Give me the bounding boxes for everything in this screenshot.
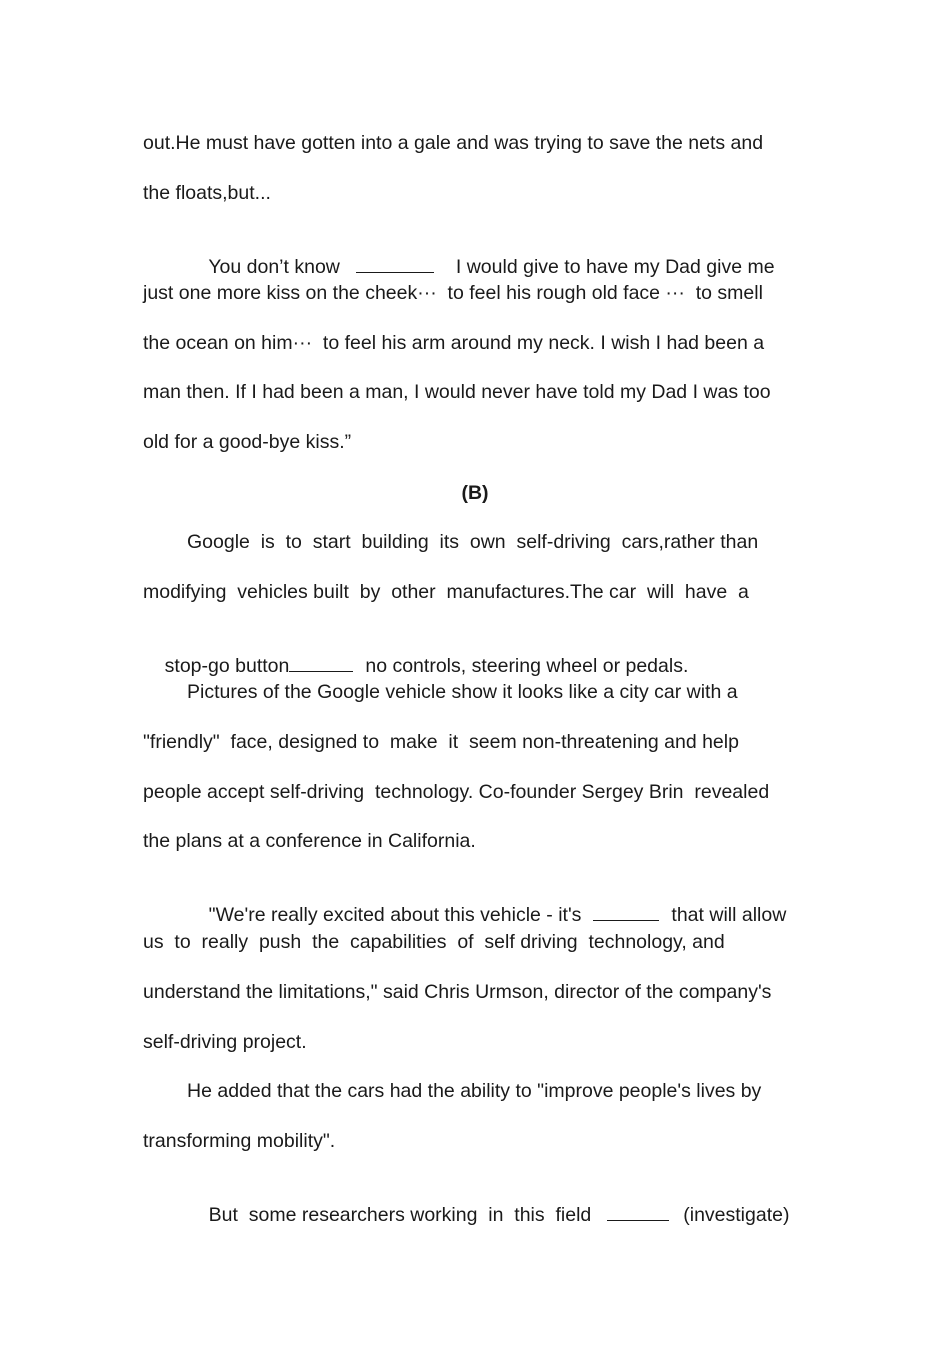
text-segment: no controls, steering wheel or pedals. <box>365 655 689 677</box>
text-line: self-driving project. <box>143 1031 307 1053</box>
text-line: out.He must have gotten into a gale and was trying to save the nets and <box>143 132 764 154</box>
text-line: Pictures of the Google vehicle show it looks like a city car with a <box>187 681 738 703</box>
text-line: modifying vehicles built by other manufactures.The car will have a <box>143 581 749 603</box>
text-line: transforming mobility". <box>143 1130 336 1152</box>
answer-blank[interactable] <box>356 256 434 273</box>
text-segment: I would give to have my Dad give me <box>455 256 775 278</box>
section-heading: (B) <box>461 482 489 504</box>
text-line: He added that the cars had the ability to "improve people's lives by <box>187 1080 762 1102</box>
text-line: the ocean on him··· to feel his arm around my neck. I wish I had been a <box>143 332 765 354</box>
text-line: just one more kiss on the cheek··· to feel his rough old face ··· to smell <box>143 282 763 304</box>
text-line <box>187 1179 789 1251</box>
answer-blank[interactable] <box>593 904 659 921</box>
text-line: understand the limitations," said Chris Urmson, director of the company's <box>143 981 772 1003</box>
text-line: the floats,but... <box>143 182 271 204</box>
text-line: people accept self-driving technology. Co-founder Sergey Brin revealed <box>143 781 770 803</box>
text-segment: You don’t know <box>208 256 340 278</box>
text-segment: (investigate) <box>683 1204 790 1226</box>
text-line: old for a good-bye kiss.” <box>143 431 352 453</box>
text-segment: that will allow <box>671 904 787 926</box>
text-segment: stop-go button <box>164 655 290 677</box>
text-line: man then. If I had been a man, I would never have told my Dad I was too <box>143 381 771 403</box>
text-line: Google is to start building its own self-driving cars,rather than <box>187 531 759 553</box>
answer-blank[interactable] <box>607 1204 669 1221</box>
text-line: "friendly" face, designed to make it seem non-threatening and help <box>143 731 739 753</box>
text-segment: "We're really excited about this vehicle - it's <box>208 904 582 926</box>
answer-blank[interactable] <box>289 655 353 672</box>
text-segment: But some researchers working in this field <box>208 1204 592 1226</box>
text-line: us to really push the capabilities of self driving technology, and <box>143 931 725 953</box>
text-line: the plans at a conference in California. <box>143 830 476 852</box>
